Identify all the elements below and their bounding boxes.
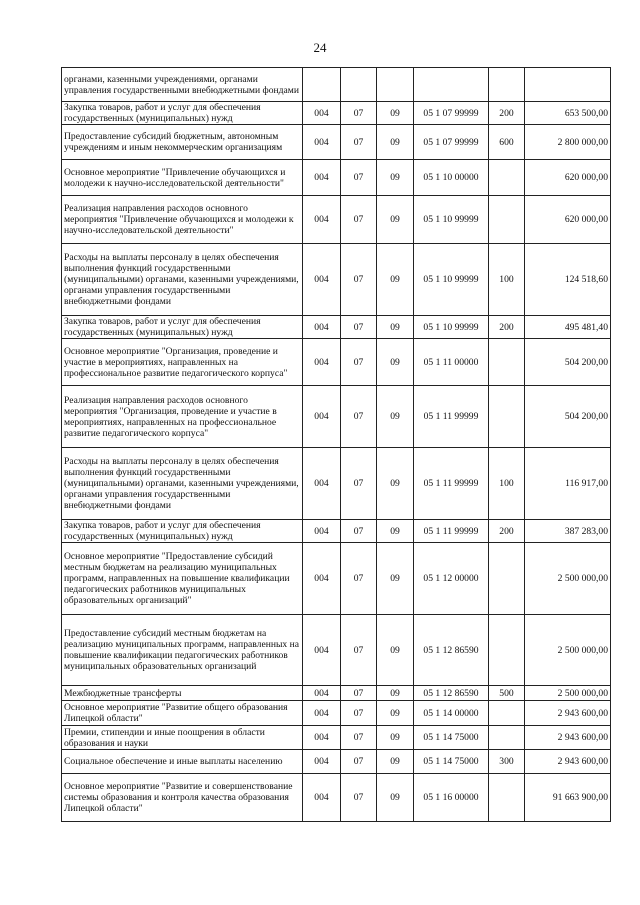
subsection-code-cell: 09	[377, 386, 414, 448]
subsection-code-cell: 09	[377, 244, 414, 316]
amount-cell: 2 800 000,00	[525, 125, 611, 160]
row-name-cell: Предоставление субсидий местным бюджетам на реализацию муниципальных программ, направленных на повышение квалификации педагогических работников муниципальных образовательных организаций	[62, 615, 303, 686]
table-row	[62, 160, 611, 196]
table-row	[62, 339, 611, 386]
row-name-cell: Реализация направления расходов основного мероприятия "Привлечение обучающихся и молодежи к научно-исследовательской деятельности"	[62, 196, 303, 244]
table-row	[62, 615, 611, 686]
expense-type-cell	[489, 68, 525, 102]
amount-cell: 620 000,00	[525, 196, 611, 244]
expense-type-cell	[489, 543, 525, 615]
expense-type-cell	[489, 386, 525, 448]
row-name-cell: Закупка товаров, работ и услуг для обеспечения государственных (муниципальных) нужд	[62, 520, 303, 543]
section-code-cell: 07	[341, 386, 377, 448]
row-name-cell: Предоставление субсидий бюджетным, автономным учреждениям и иным некоммерческим организациям	[62, 125, 303, 160]
target-article-cell: 05 1 11 99999	[414, 448, 489, 520]
section-code-cell: 07	[341, 701, 377, 726]
ministry-code-cell: 004	[303, 615, 341, 686]
target-article-cell	[414, 68, 489, 102]
subsection-code-cell: 09	[377, 750, 414, 774]
table-row	[62, 726, 611, 750]
ministry-code-cell: 004	[303, 102, 341, 125]
expense-type-cell: 200	[489, 520, 525, 543]
table-row	[62, 125, 611, 160]
row-name-cell: Основное мероприятие "Предоставление субсидий местным бюджетам на реализацию муниципальных программ, направленных на повышение квалификации педагогических работников муниципальных образовательных организаций"	[62, 543, 303, 615]
expense-type-cell	[489, 774, 525, 822]
expense-type-cell	[489, 701, 525, 726]
table-row	[62, 68, 611, 102]
amount-cell: 2 943 600,00	[525, 750, 611, 774]
expense-type-cell: 500	[489, 686, 525, 701]
subsection-code-cell: 09	[377, 615, 414, 686]
section-code-cell: 07	[341, 125, 377, 160]
row-name-cell: Расходы на выплаты персоналу в целях обеспечения выполнения функций государственными (муниципальными) органами, казенными учреждениями, органами управления государственными внебюджетными фондами	[62, 244, 303, 316]
section-code-cell: 07	[341, 339, 377, 386]
ministry-code-cell: 004	[303, 726, 341, 750]
subsection-code-cell: 09	[377, 196, 414, 244]
amount-cell: 504 200,00	[525, 339, 611, 386]
subsection-code-cell: 09	[377, 448, 414, 520]
target-article-cell: 05 1 10 99999	[414, 196, 489, 244]
table-row	[62, 196, 611, 244]
expense-type-cell	[489, 726, 525, 750]
amount-cell: 504 200,00	[525, 386, 611, 448]
target-article-cell: 05 1 10 99999	[414, 316, 489, 339]
target-article-cell: 05 1 14 75000	[414, 750, 489, 774]
ministry-code-cell: 004	[303, 686, 341, 701]
row-name-cell: Межбюджетные трансферты	[62, 686, 303, 701]
ministry-code-cell: 004	[303, 448, 341, 520]
amount-cell: 2 500 000,00	[525, 686, 611, 701]
amount-cell: 2 500 000,00	[525, 615, 611, 686]
row-name-cell: Закупка товаров, работ и услуг для обеспечения государственных (муниципальных) нужд	[62, 316, 303, 339]
row-name-cell: Основное мероприятие "Организация, проведение и участие в мероприятиях, направленных на профессиональное развитие педагогического корпуса"	[62, 339, 303, 386]
target-article-cell: 05 1 11 99999	[414, 386, 489, 448]
table-row	[62, 774, 611, 822]
expense-type-cell	[489, 160, 525, 196]
section-code-cell: 07	[341, 686, 377, 701]
ministry-code-cell: 004	[303, 701, 341, 726]
subsection-code-cell: 09	[377, 701, 414, 726]
subsection-code-cell: 09	[377, 774, 414, 822]
expense-type-cell	[489, 615, 525, 686]
section-code-cell: 07	[341, 726, 377, 750]
target-article-cell: 05 1 07 99999	[414, 102, 489, 125]
subsection-code-cell: 09	[377, 125, 414, 160]
row-name-cell: Основное мероприятие "Привлечение обучающихся и молодежи к научно-исследовательской деятельности"	[62, 160, 303, 196]
amount-cell	[525, 68, 611, 102]
section-code-cell: 07	[341, 102, 377, 125]
amount-cell: 124 518,60	[525, 244, 611, 316]
table-row	[62, 244, 611, 316]
expense-type-cell: 300	[489, 750, 525, 774]
amount-cell: 495 481,40	[525, 316, 611, 339]
amount-cell: 2 943 600,00	[525, 726, 611, 750]
subsection-code-cell: 09	[377, 339, 414, 386]
expense-type-cell	[489, 196, 525, 244]
section-code-cell: 07	[341, 543, 377, 615]
subsection-code-cell: 09	[377, 316, 414, 339]
table-row	[62, 448, 611, 520]
row-name-cell: Основное мероприятие "Развитие и совершенствование системы образования и контроля качества образования Липецкой области"	[62, 774, 303, 822]
target-article-cell: 05 1 10 99999	[414, 244, 489, 316]
target-article-cell: 05 1 14 00000	[414, 701, 489, 726]
target-article-cell: 05 1 12 86590	[414, 615, 489, 686]
ministry-code-cell: 004	[303, 339, 341, 386]
ministry-code-cell: 004	[303, 520, 341, 543]
ministry-code-cell: 004	[303, 125, 341, 160]
subsection-code-cell: 09	[377, 726, 414, 750]
expense-type-cell: 100	[489, 448, 525, 520]
amount-cell: 91 663 900,00	[525, 774, 611, 822]
row-name-cell: Реализация направления расходов основного мероприятия "Организация, проведение и участие в мероприятиях, направленных на профессиональное развитие педагогического корпуса"	[62, 386, 303, 448]
amount-cell: 387 283,00	[525, 520, 611, 543]
expense-type-cell	[489, 339, 525, 386]
section-code-cell: 07	[341, 316, 377, 339]
table-row	[62, 386, 611, 448]
target-article-cell: 05 1 11 99999	[414, 520, 489, 543]
target-article-cell: 05 1 16 00000	[414, 774, 489, 822]
row-name-cell: Премии, стипендии и иные поощрения в области образования и науки	[62, 726, 303, 750]
ministry-code-cell: 004	[303, 244, 341, 316]
section-code-cell	[341, 68, 377, 102]
ministry-code-cell: 004	[303, 386, 341, 448]
section-code-cell: 07	[341, 615, 377, 686]
section-code-cell: 07	[341, 448, 377, 520]
section-code-cell: 07	[341, 750, 377, 774]
page-number: 24	[313, 40, 327, 55]
target-article-cell: 05 1 07 99999	[414, 125, 489, 160]
table-row	[62, 701, 611, 726]
subsection-code-cell: 09	[377, 160, 414, 196]
row-name-cell: Расходы на выплаты персоналу в целях обеспечения выполнения функций государственными (муниципальными) органами, казенными учреждениями, органами управления государственными внебюджетными фондами	[62, 448, 303, 520]
ministry-code-cell: 004	[303, 196, 341, 244]
expense-type-cell: 200	[489, 102, 525, 125]
amount-cell: 2 943 600,00	[525, 701, 611, 726]
expense-type-cell: 200	[489, 316, 525, 339]
subsection-code-cell: 09	[377, 686, 414, 701]
table-row	[62, 686, 611, 701]
row-name-cell: Закупка товаров, работ и услуг для обеспечения государственных (муниципальных) нужд	[62, 102, 303, 125]
row-name-cell: Основное мероприятие "Развитие общего образования Липецкой области"	[62, 701, 303, 726]
subsection-code-cell	[377, 68, 414, 102]
expense-type-cell: 600	[489, 125, 525, 160]
amount-cell: 116 917,00	[525, 448, 611, 520]
table-row	[62, 102, 611, 125]
row-name-cell: Социальное обеспечение и иные выплаты населению	[62, 750, 303, 774]
amount-cell: 653 500,00	[525, 102, 611, 125]
expense-type-cell: 100	[489, 244, 525, 316]
target-article-cell: 05 1 14 75000	[414, 726, 489, 750]
subsection-code-cell: 09	[377, 520, 414, 543]
ministry-code-cell: 004	[303, 543, 341, 615]
subsection-code-cell: 09	[377, 102, 414, 125]
target-article-cell: 05 1 10 00000	[414, 160, 489, 196]
table-row	[62, 750, 611, 774]
budget-table	[61, 67, 611, 822]
amount-cell: 620 000,00	[525, 160, 611, 196]
table-row	[62, 543, 611, 615]
section-code-cell: 07	[341, 244, 377, 316]
target-article-cell: 05 1 12 00000	[414, 543, 489, 615]
ministry-code-cell: 004	[303, 160, 341, 196]
subsection-code-cell: 09	[377, 543, 414, 615]
table-row	[62, 316, 611, 339]
ministry-code-cell	[303, 68, 341, 102]
section-code-cell: 07	[341, 196, 377, 244]
table-row	[62, 520, 611, 543]
section-code-cell: 07	[341, 520, 377, 543]
section-code-cell: 07	[341, 160, 377, 196]
section-code-cell: 07	[341, 774, 377, 822]
amount-cell: 2 500 000,00	[525, 543, 611, 615]
target-article-cell: 05 1 12 86590	[414, 686, 489, 701]
ministry-code-cell: 004	[303, 750, 341, 774]
target-article-cell: 05 1 11 00000	[414, 339, 489, 386]
ministry-code-cell: 004	[303, 774, 341, 822]
ministry-code-cell: 004	[303, 316, 341, 339]
row-name-cell: органами, казенными учреждениями, органами управления государственными внебюджетными фондами	[62, 68, 303, 102]
